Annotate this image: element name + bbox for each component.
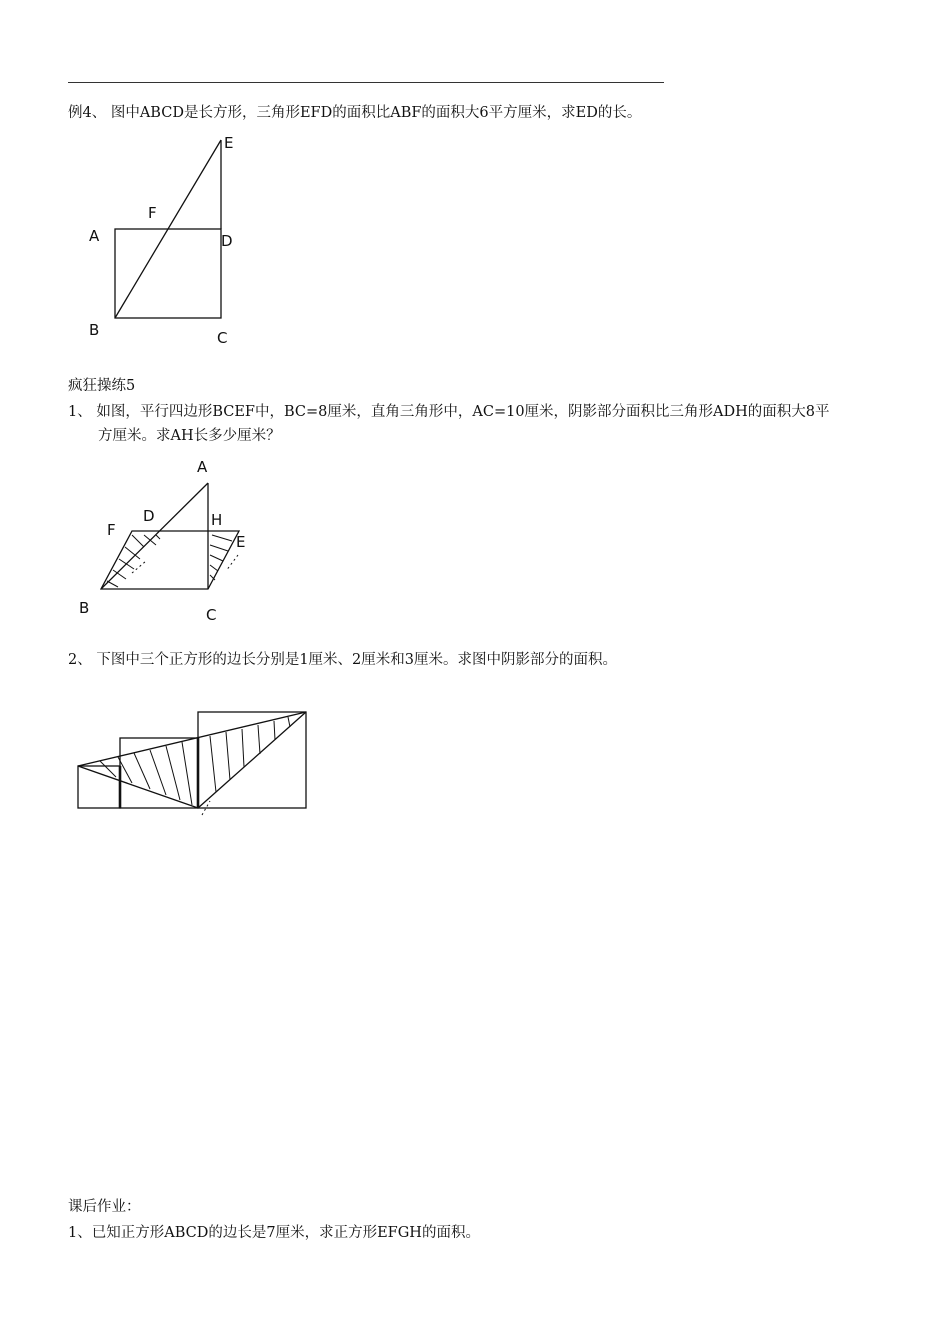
label-f: F [148, 204, 157, 222]
square-medium [120, 738, 198, 808]
label-c: C [206, 606, 217, 624]
label-h: H [211, 511, 223, 529]
diagonal-top [78, 712, 306, 766]
label-c: C [217, 329, 228, 347]
label-f: F [107, 521, 116, 539]
square-small [78, 766, 120, 808]
label-d: D [143, 507, 155, 525]
label-e: E [224, 134, 234, 152]
label-a: A [89, 227, 100, 245]
hatch-left [107, 535, 160, 587]
example4-figure [80, 130, 260, 350]
label-e: E [236, 533, 246, 551]
label-d: D [221, 232, 233, 250]
hatch-shade [100, 717, 290, 805]
diagonal-bottom [78, 766, 198, 808]
parallelogram-bcef [101, 531, 239, 589]
header-rule [68, 82, 664, 83]
label-b: B [79, 599, 90, 617]
practice-q1-line1: 1、 如图，平行四边形BCEF中，BC=8厘米，直角三角形中，AC=10厘米，阴影部分面积比三角形ADH的面积大8平 [68, 404, 830, 420]
label-b: B [89, 321, 100, 339]
rectangle-abcd [115, 229, 221, 318]
homework-heading: 课后作业： [68, 1199, 141, 1215]
practice-q1-figure [70, 455, 270, 630]
practice-heading: 疯狂操练5 [68, 378, 136, 394]
homework-q1: 1、已知正方形ABCD的边长是7厘米，求正方形EFGH的面积。 [68, 1225, 480, 1241]
label-a: A [197, 458, 208, 476]
example4-text: 例4、 图中ABCD是长方形，三角形EFD的面积比ABF的面积大6平方厘米，求ED的长。 [68, 105, 642, 121]
practice-q1-line2: 方厘米。求AH长多少厘米？ [98, 428, 281, 444]
practice-q2-figure [70, 705, 320, 820]
practice-q2-text: 2、 下图中三个正方形的边长分别是1厘米、2厘米和3厘米。求图中阴影部分的面积。 [68, 652, 618, 668]
hatch-right [210, 535, 232, 580]
